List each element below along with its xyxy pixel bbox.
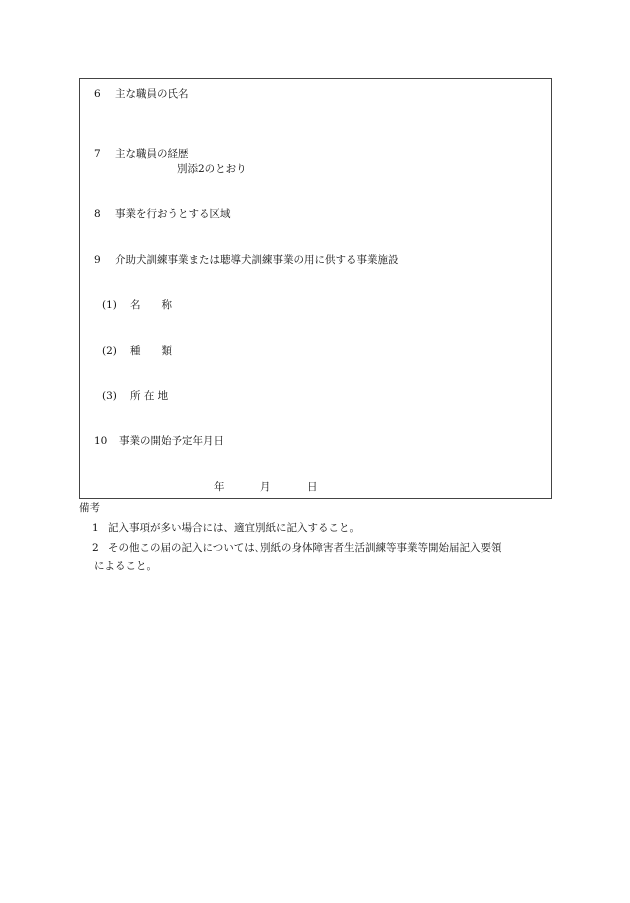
item7-note: 別添2のとおり [177,163,247,175]
item7-number: 7 [94,148,101,160]
date-month: 月 [260,481,271,493]
item6-number: 6 [94,88,101,100]
date-day: 日 [307,481,318,493]
notes-title: 備考 [79,502,100,514]
item9-number: 9 [94,254,101,266]
facility-name-label: 名 称 [130,299,172,311]
note1-text: 記入事項が多い場合には、適宜別紙に記入すること。 [108,522,360,534]
item9-label: 介助犬訓練事業または聴導犬訓練事業の用に供する事業施設 [115,254,399,266]
note2-number: 2 [92,542,99,554]
facility-type-label: 種 類 [130,345,172,357]
note2-continuation: によること。 [94,560,157,572]
item8-number: 8 [94,208,101,220]
item10-number: 10 [94,435,108,447]
facility-type-number: (2) [102,345,117,357]
facility-name-number: (1) [102,299,117,311]
facility-location-label: 所 在 地 [130,390,169,402]
item7-label: 主な職員の経歴 [115,148,189,160]
note2-text: その他この届の記入については､別紙の身体障害者生活訓練等事業等開始届記入要領 [108,542,502,554]
facility-location-number: (3) [102,390,117,402]
note1-number: 1 [92,522,99,534]
item6-label: 主な職員の氏名 [115,88,189,100]
item8-label: 事業を行おうとする区域 [115,208,231,220]
item10-label: 事業の開始予定年月日 [119,435,224,447]
date-year: 年 [214,481,225,493]
